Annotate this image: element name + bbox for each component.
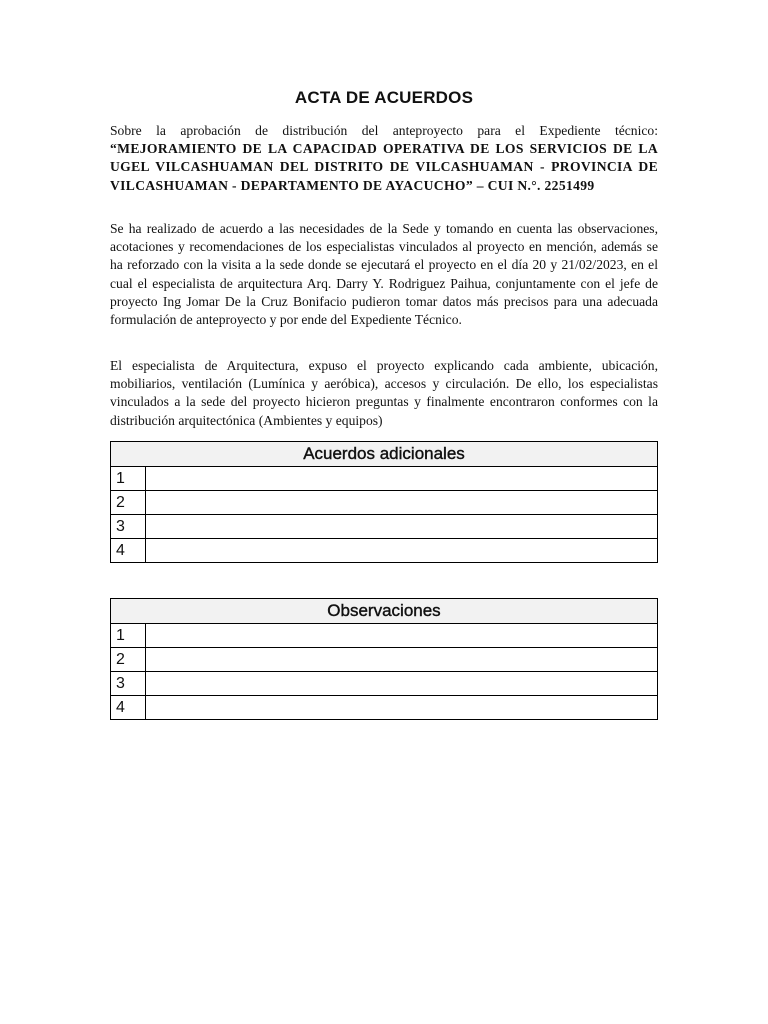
row-content-cell bbox=[146, 491, 658, 515]
row-content-cell bbox=[146, 672, 658, 696]
table-row bbox=[111, 672, 658, 696]
row-content-cell bbox=[146, 648, 658, 672]
observaciones-table-header: Observaciones bbox=[111, 599, 658, 624]
row-content-cell bbox=[146, 467, 658, 491]
table-row bbox=[111, 491, 658, 515]
row-content-cell bbox=[146, 515, 658, 539]
row-number: 4 bbox=[111, 696, 146, 720]
row-content-cell bbox=[146, 539, 658, 563]
intro-text: Sobre la aprobación de distribución del anteproyecto para el Expediente técnico: bbox=[110, 123, 658, 138]
table-row bbox=[111, 696, 658, 720]
row-number: 1 bbox=[111, 624, 146, 648]
acuerdos-table bbox=[110, 441, 658, 563]
row-number: 4 bbox=[111, 539, 146, 563]
visit-paragraph: Se ha realizado de acuerdo a las necesidades de la Sede y tomando en cuenta las observaciones, acotaciones y recomendaciones de los especialistas vinculados al proyecto en mención, además se ha reforzado con la visita a la sede donde se ejecutará el proyecto en el día 20 y 21/02/2023, en el cual el especialista de arquitectura Arq. Darry Y. Rodriguez Paihua, conjuntamente con el jefe de proyecto Ing Jomar De la Cruz Bonifacio pudieron tomar datos más precisos para una adecuada formulación de anteproyecto y por ende del Expediente Técnico. bbox=[110, 221, 658, 328]
row-number: 2 bbox=[111, 491, 146, 515]
document-title: ACTA DE ACUERDOS bbox=[294, 88, 474, 107]
table-row bbox=[111, 467, 658, 491]
table-row bbox=[111, 515, 658, 539]
table-row bbox=[111, 624, 658, 648]
row-number: 1 bbox=[111, 467, 146, 491]
observaciones-table bbox=[110, 598, 658, 720]
row-content-cell bbox=[146, 624, 658, 648]
table-row bbox=[111, 539, 658, 563]
row-number: 3 bbox=[111, 672, 146, 696]
project-name-text: “MEJORAMIENTO DE LA CAPACIDAD OPERATIVA DE LOS SERVICIOS DE LA UGEL VILCASHUAMAN DEL DISTRITO DE VILCASHUAMAN - PROVINCIA DE VILCASHUAMAN - DEPARTAMENTO DE AYACUCHO” – CUI N.°. 2251499 bbox=[110, 141, 658, 193]
presentation-paragraph: El especialista de Arquitectura, expuso el proyecto explicando cada ambiente, ubicación, mobiliarios, ventilación (Lumínica y aeróbica), accesos y circulación. De ello, los especialistas vinculados a la sede del proyecto hicieron preguntas y finalmente encontraron conformes con la distribución arquitectónica (Ambientes y equipos) bbox=[110, 358, 658, 428]
intro-paragraph bbox=[110, 122, 658, 195]
table-row bbox=[111, 648, 658, 672]
row-number: 3 bbox=[111, 515, 146, 539]
row-number: 2 bbox=[111, 648, 146, 672]
row-content-cell bbox=[146, 696, 658, 720]
acuerdos-table-header: Acuerdos adicionales bbox=[111, 442, 658, 467]
